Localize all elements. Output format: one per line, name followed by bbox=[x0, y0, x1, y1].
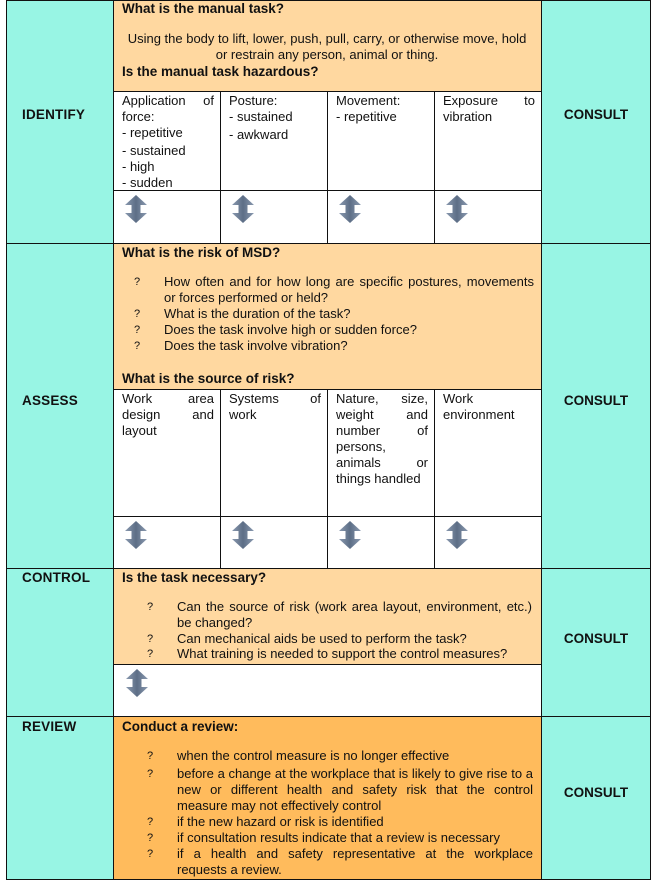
factor-title: Posture: bbox=[229, 93, 278, 108]
bullet-icon: ? bbox=[147, 633, 154, 645]
bullet-icon: ? bbox=[147, 832, 154, 844]
bullet-icon: ? bbox=[147, 648, 154, 660]
assess-question-2: What is the source of risk? bbox=[122, 371, 295, 386]
factor-title: Exposure to vibration bbox=[443, 93, 535, 124]
identify-consult-label: CONSULT bbox=[563, 107, 629, 122]
bullet-icon: ? bbox=[134, 340, 141, 352]
bullet-item: ? if a health and safety representative at the workplace requests a review. bbox=[147, 846, 533, 877]
review-consult-label: CONSULT bbox=[563, 785, 629, 800]
bullet-icon: ? bbox=[147, 816, 154, 828]
factor-title: Movement: bbox=[336, 93, 401, 108]
source-work-area: Work area design and layout bbox=[114, 390, 221, 516]
factor-item: - repetitive bbox=[336, 109, 397, 124]
control-label: CONTROL bbox=[22, 570, 91, 585]
bullet-icon: ? bbox=[147, 768, 154, 780]
bullet-icon: ? bbox=[134, 308, 141, 320]
source-nature-of-load: Nature, size, weight and number of persons, animals or things handled bbox=[328, 390, 435, 516]
assess-question-1: What is the risk of MSD? bbox=[122, 245, 281, 260]
manual-task-definition: Using the body to lift, lower, push, pull, carry, or otherwise move, hold or restrain any person, animal or thing. bbox=[127, 31, 527, 62]
process-table-border bbox=[6, 0, 651, 880]
bullet-item: ? before a change at the workplace that is likely to give rise to a new or different health and safety risk that the control measure may not effectively control bbox=[147, 766, 533, 813]
assess-label: ASSESS bbox=[22, 393, 78, 408]
factor-item: - sustained bbox=[229, 109, 293, 124]
factor-item: - repetitive bbox=[122, 125, 183, 140]
factor-title: Application of force: bbox=[122, 93, 214, 124]
identify-question-2: Is the manual task hazardous? bbox=[122, 64, 319, 79]
factor-item: - high bbox=[122, 159, 155, 174]
review-label: REVIEW bbox=[22, 719, 77, 734]
assess-consult-label: CONSULT bbox=[563, 393, 629, 408]
bullet-item: ? when the control measure is no longer effective bbox=[147, 748, 450, 763]
bullet-item: ? Can the source of risk (work area layout, environment, etc.) be changed? bbox=[147, 599, 532, 630]
source-work-environment: Work environment bbox=[435, 390, 541, 516]
review-heading: Conduct a review: bbox=[122, 719, 239, 734]
factor-item: - sustained bbox=[122, 143, 186, 158]
bullet-item: ? if consultation results indicate that a review is necessary bbox=[147, 830, 500, 845]
bullet-icon: ? bbox=[147, 601, 154, 613]
bullet-item: ? Does the task involve high or sudden force? bbox=[134, 322, 417, 337]
bullet-item: ? How often and for how long are specific postures, movements or forces performed or held? bbox=[134, 274, 534, 305]
factor-item: - awkward bbox=[229, 127, 289, 142]
source-systems-of-work: Systems of work bbox=[221, 390, 328, 516]
bullet-item: ? What is the duration of the task? bbox=[134, 306, 351, 321]
bullet-icon: ? bbox=[147, 750, 154, 762]
control-consult-label: CONSULT bbox=[563, 631, 629, 646]
bullet-icon: ? bbox=[147, 848, 154, 860]
identify-question-1: What is the manual task? bbox=[122, 1, 285, 16]
control-question: Is the task necessary? bbox=[122, 570, 267, 585]
bullet-icon: ? bbox=[134, 324, 141, 336]
identify-label: IDENTIFY bbox=[22, 107, 86, 122]
bullet-icon: ? bbox=[134, 276, 141, 288]
factor-item: - sudden bbox=[122, 175, 173, 190]
bullet-item: ? if the new hazard or risk is identified bbox=[147, 814, 384, 829]
bullet-item: ? What training is needed to support the control measures? bbox=[147, 646, 508, 661]
bullet-item: ? Does the task involve vibration? bbox=[134, 338, 348, 353]
bullet-item: ? Can mechanical aids be used to perform the task? bbox=[147, 631, 467, 646]
